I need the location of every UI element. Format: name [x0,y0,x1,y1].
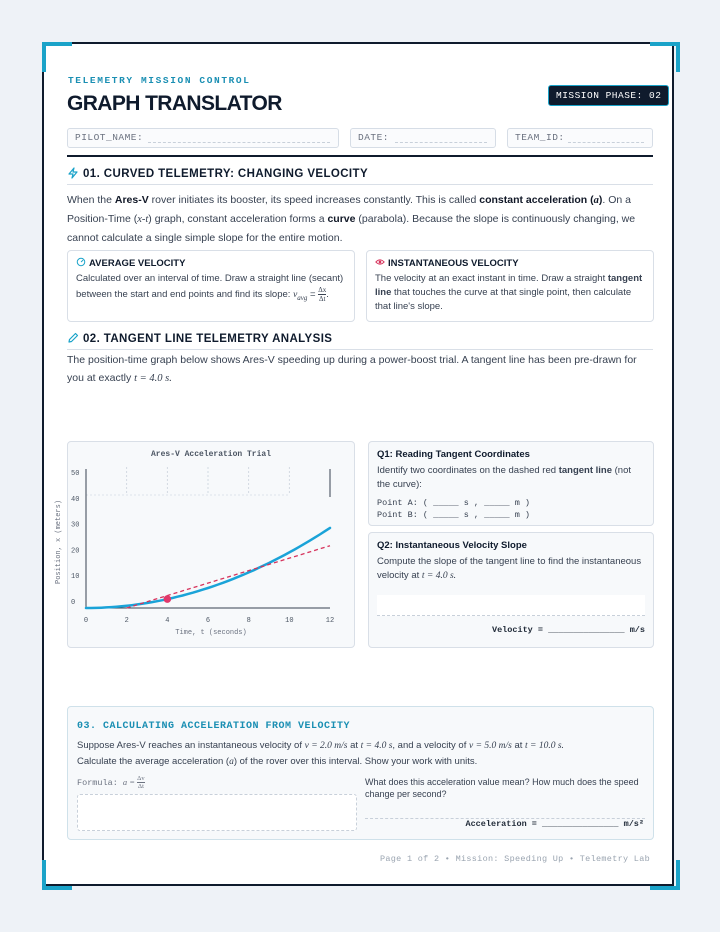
formula-work-area[interactable] [77,794,357,831]
eye-icon [375,257,385,267]
section-1-heading: 01. CURVED TELEMETRY: CHANGING VELOCITY [67,167,368,180]
header-divider [67,155,653,157]
corner-accent [650,860,680,890]
x-tick-label: 2 [124,617,129,625]
average-velocity-title: AVERAGE VELOCITY [89,258,186,269]
page-footer: Page 1 of 2 • Mission: Speeding Up • Telemetry Lab [379,854,650,864]
y-axis-label: Position, x (meters) [55,499,63,585]
q2-work-area[interactable] [377,595,645,616]
section-3-panel [67,706,654,840]
y-tick-label: 20 [71,547,80,556]
point-b-entry[interactable]: Point B: ( _____ s , _____ m ) [377,510,531,520]
instantaneous-velocity-title: INSTANTANEOUS VELOCITY [388,258,519,269]
acceleration-question: What does this acceleration value mean? How much does the speed change per second? [365,777,639,799]
average-velocity-formula: $v_{avg}$ = $\frac{\Delta x}{\Delta t}$ . [293,286,329,303]
team-id-label: TEAM_ID: [515,132,565,143]
y-tick-label: 40 [71,495,80,504]
y-tick-label: 50 [71,470,80,478]
instantaneous-velocity-card [366,250,654,322]
position-curve [86,528,330,608]
tangent-line [127,546,330,608]
chart-panel [55,441,355,648]
section-3-text: Suppose Ares-V reaches an instantaneous velocity of v = 2.0 m/s at t = 4.0 s, and a velocity of v = 5.0 m/s at t = 10.0 s. Calculate the average acceleration (a) of the rover over this interval. Show your work with units. [77,740,564,767]
page-title: GRAPH TRANSLATOR [67,92,282,115]
section-2-heading: 02. TANGENT LINE TELEMETRY ANALYSIS [67,332,332,345]
team-id-field[interactable] [507,128,653,148]
chart-title: Ares-V Acceleration Trial [150,450,272,459]
section-1-intro: When the Ares-V rover initiates its booster, its speed increases constantly. This is called constant acceleration (a). On a Position-Time (x-t) graph, constant acceleration forms a curve (parabola). Because the slope is continuously changing, we cannot calculate a single simple slope for the entire motion. [67,194,636,244]
x-tick-label: 0 [83,617,89,625]
corner-accent [42,860,72,890]
x-axis-label: Time, t (seconds) [175,629,247,637]
corner-accent [42,42,72,72]
y-tick-label: 30 [71,521,80,530]
corner-accent [650,42,680,72]
pencil-icon [67,332,79,344]
q1-text: Identify two coordinates on the dashed red tangent line (not the curve): [377,465,632,490]
x-tick-label: 12 [325,617,335,625]
section-3-heading: 03. CALCULATING ACCELERATION FROM VELOCITY [77,721,351,732]
x-tick-label: 8 [246,617,251,625]
velocity-answer[interactable]: Velocity = _______________ m/s [491,625,645,635]
q2-text: Compute the slope of the tangent line to find the instantaneous velocity at t = 4.0 s. [377,556,642,581]
mission-phase-badge: MISSION PHASE: 02 [548,85,669,106]
average-velocity-text: Calculated over an interval of time. Draw a straight line (secant) between the start and end points and find its slope: $v_{avg}$ = $\frac{\Delta x}{\Delta t}$ . [76,273,344,303]
x-tick-label: 10 [285,617,294,625]
lightning-icon [67,167,79,179]
date-field[interactable] [350,128,496,148]
position-time-chart [55,442,354,647]
formula-label: Formula: a = $\frac{\Delta v}{\Delta t}$ [77,775,145,790]
q1-title: Q1: Reading Tangent Coordinates [377,449,530,460]
date-label: DATE: [358,132,390,143]
y-tick-label: 0 [71,599,76,607]
tangent-point [164,595,172,603]
gauge-icon [76,257,86,267]
section-2-intro: The position-time graph below shows Ares-V speeding up during a power-boost trial. A tangent line has been pre-drawn for you at exactly t = 4.0 s. [67,354,637,384]
kicker: TELEMETRY MISSION CONTROL [68,75,251,86]
average-velocity-card [67,250,355,322]
q2-card [368,532,654,648]
q1-card [368,441,654,526]
pilot-name-field[interactable] [67,128,339,148]
pilot-name-label: PILOT_NAME: [75,132,144,143]
acceleration-answer[interactable]: Acceleration = _______________ m/s² [465,819,644,829]
x-tick-label: 4 [165,617,170,625]
x-tick-label: 6 [205,617,211,625]
q2-title: Q2: Instantaneous Velocity Slope [377,540,527,551]
y-tick-label: 10 [71,573,80,582]
point-a-entry[interactable]: Point A: ( _____ s , _____ m ) [377,498,531,508]
worksheet-page [42,42,674,886]
instantaneous-velocity-text: The velocity at an exact instant in time. Draw a straight tangent line that touches the curve at that single point, then calculate that line's slope. [375,273,643,312]
